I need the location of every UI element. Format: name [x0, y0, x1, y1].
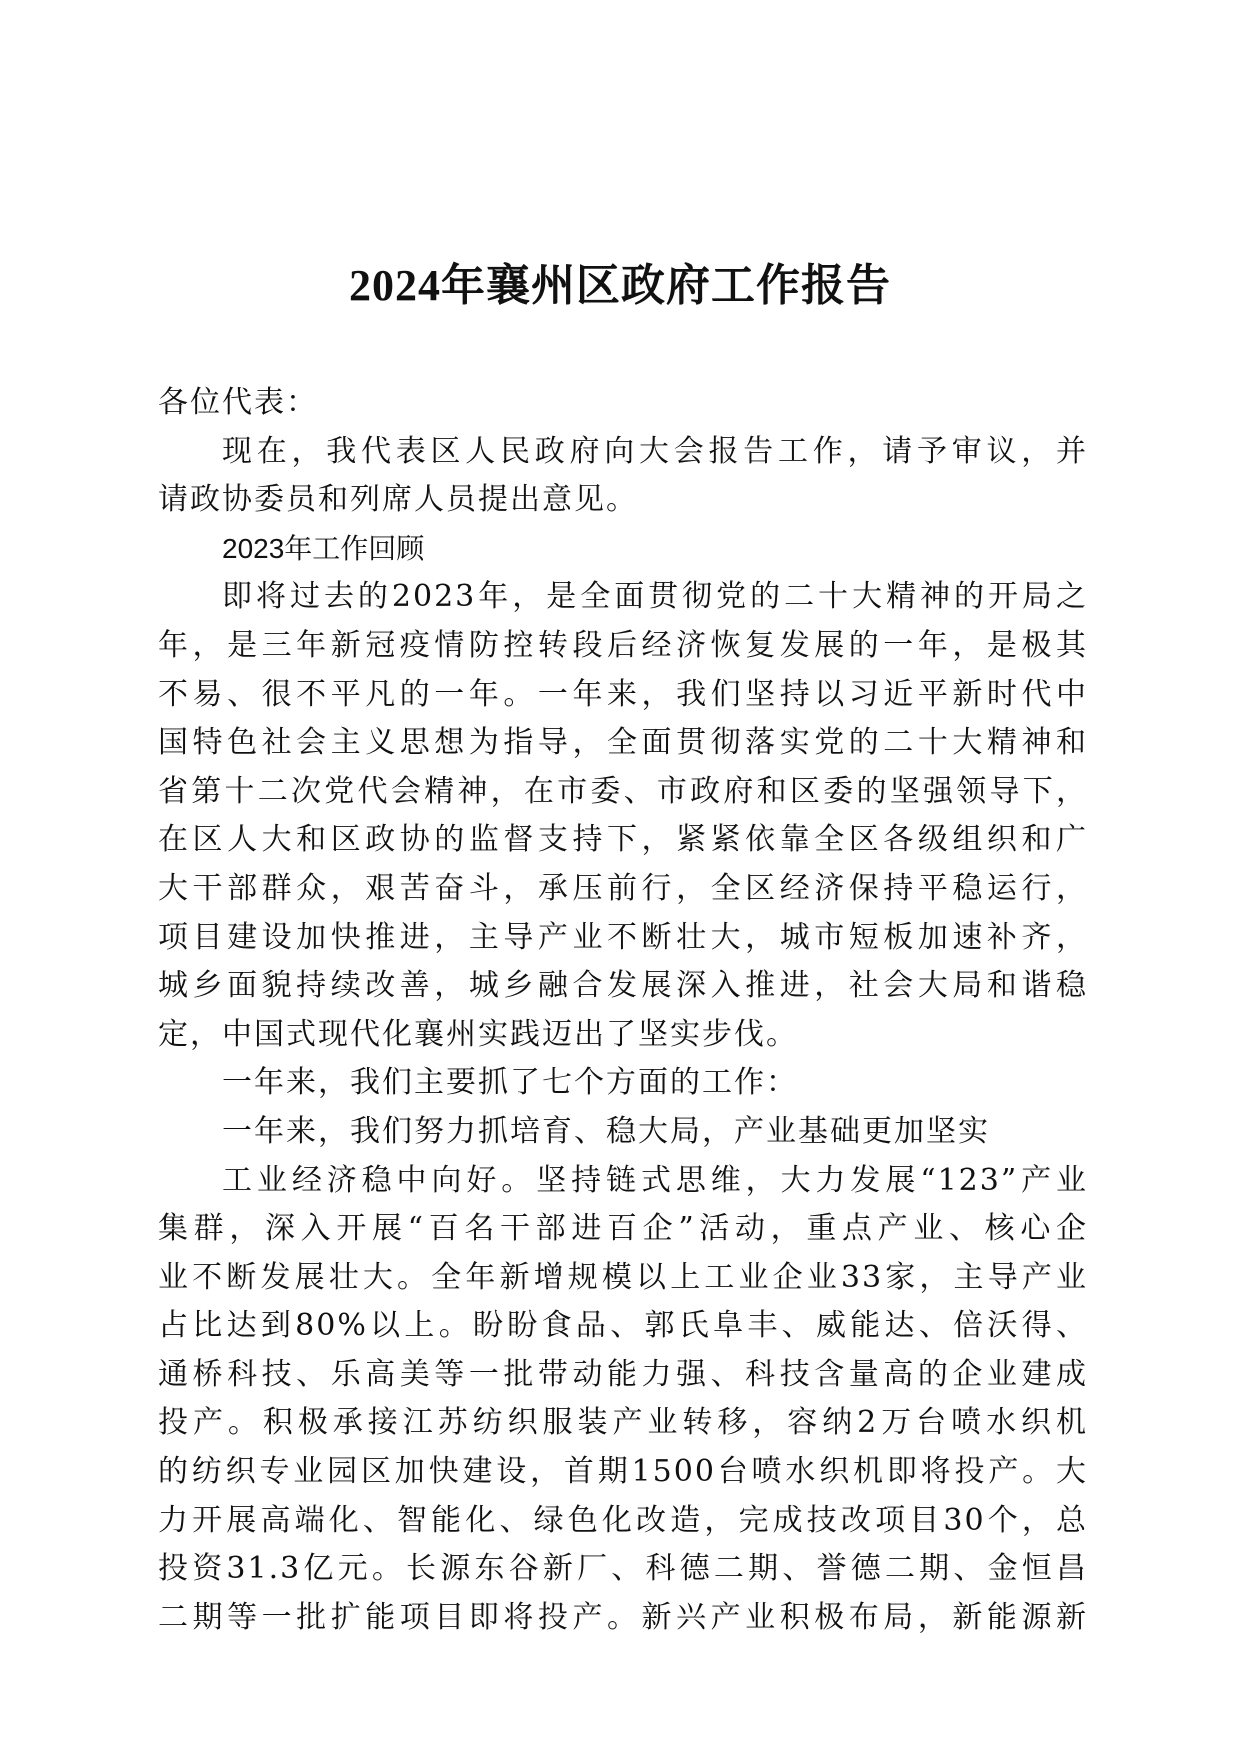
body-line: 现在，我代表区人民政府向大会报告工作，请予审议，并 [222, 433, 1088, 469]
body-line: 年，是三年新冠疫情防控转段后经济恢复发展的一年，是极其 [158, 627, 1088, 663]
body-line: 即将过去的2023年，是全面贯彻党的二十大精神的开局之 [222, 579, 1088, 615]
body-line: 投资31.3亿元。长源东谷新厂、科德二期、誉德二期、金恒昌 [158, 1551, 1088, 1587]
body-line: 二期等一批扩能项目即将投产。新兴产业积极布局，新能源新 [158, 1599, 1088, 1635]
body-line: 的纺织专业园区加快建设，首期1500台喷水织机即将投产。大 [158, 1454, 1088, 1490]
subsection-heading: 一年来，我们努力抓培育、稳大局，产业基础更加坚实 [222, 1113, 990, 1149]
body-line: 通桥科技、乐高美等一批带动能力强、科技含量高的企业建成 [158, 1356, 1088, 1392]
body-line: 工业经济稳中向好。坚持链式思维，大力发展“123”产业 [222, 1162, 1088, 1198]
body-line: 业不断发展壮大。全年新增规模以上工业企业33家，主导产业 [158, 1259, 1088, 1295]
body-line: 国特色社会主义思想为指导，全面贯彻落实党的二十大精神和 [158, 725, 1088, 761]
body-line: 在区人大和区政协的监督支持下，紧紧依靠全区各级组织和广 [158, 822, 1088, 858]
document-body [158, 379, 1088, 1642]
body-line: 投产。积极承接江苏纺织服装产业转移，容纳2万台喷水织机 [158, 1405, 1088, 1441]
body-line: 城乡面貌持续改善，城乡融合发展深入推进，社会大局和谐稳 [158, 968, 1088, 1004]
body-line: 大干部群众，艰苦奋斗，承压前行，全区经济保持平稳运行， [158, 870, 1088, 906]
body-line: 省第十二次党代会精神，在市委、市政府和区委的坚强领导下， [158, 773, 1088, 809]
body-line: 不易、很不平凡的一年。一年来，我们坚持以习近平新时代中 [158, 676, 1088, 712]
body-line: 占比达到80%以上。盼盼食品、郭氏阜丰、威能达、倍沃得、 [158, 1308, 1088, 1344]
body-line: 一年来，我们主要抓了七个方面的工作： [222, 1065, 798, 1101]
document-title: 2024年襄州区政府工作报告 [349, 261, 891, 310]
body-line: 力开展高端化、智能化、绿色化改造，完成技改项目30个，总 [158, 1502, 1088, 1538]
salutation: 各位代表： [158, 385, 318, 420]
body-line: 集群，深入开展“百名干部进百企”活动，重点产业、核心企 [158, 1211, 1088, 1247]
section-heading: 2023年工作回顾 [222, 532, 425, 564]
body-line: 定，中国式现代化襄州实践迈出了坚实步伐。 [158, 1016, 798, 1052]
body-line: 项目建设加快推进，主导产业不断壮大，城市短板加速补齐， [158, 919, 1088, 955]
body-line: 请政协委员和列席人员提出意见。 [158, 482, 638, 518]
